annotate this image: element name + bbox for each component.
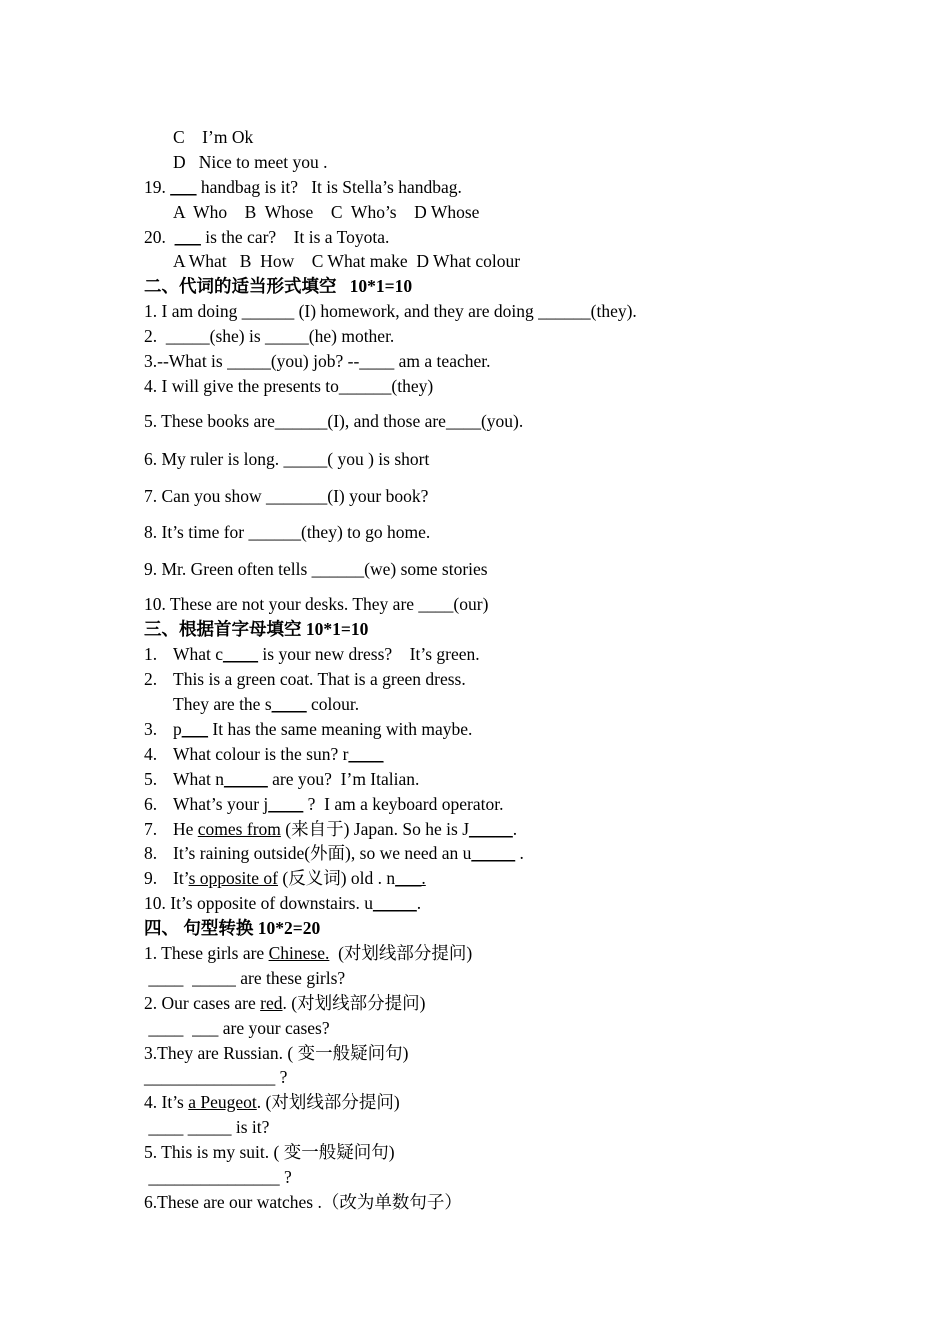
section-3-item [144, 794, 157, 814]
item-text: . [512, 819, 518, 839]
answer-blank: ___ [181, 719, 208, 739]
q18-option-c: C I’m Ok [173, 127, 254, 147]
question-text: handbag is it? It is Stella’s handbag. [196, 177, 462, 197]
underlined-phrase: comes from [197, 819, 281, 839]
item-text: What n [173, 769, 225, 789]
section-3-item-text [173, 794, 503, 814]
item-number: 2. [144, 669, 158, 689]
section-3-item-text [173, 719, 472, 739]
section-3-item [144, 819, 157, 839]
section-2-item: 4. I will give the presents to______(they) [144, 376, 434, 396]
item-text: It’ [173, 868, 189, 888]
question-number: 20. [144, 227, 166, 247]
item-text: p [173, 719, 182, 739]
question-text: 4. It’s [144, 1092, 189, 1112]
section-3-item-text [173, 868, 426, 888]
section-3-item [144, 719, 157, 739]
item-number: 10. [144, 893, 166, 913]
section-4-answer-line: _______________ ? [144, 1167, 292, 1187]
item-text: This is a green coat. That is a green dress. [173, 669, 466, 689]
answer-blank: _____ [372, 893, 417, 913]
section-2-item: 6. My ruler is long. _____( you ) is short [144, 449, 430, 469]
item-text: (来自于) Japan. So he is J [280, 819, 469, 839]
item-text: . [416, 893, 422, 913]
item-number: 3. [144, 719, 158, 739]
section-3-item-text [173, 644, 480, 664]
underlined-phrase: s opposite of [188, 868, 279, 888]
question-instruction: (对划线部分提问) [329, 943, 473, 963]
section-4-answer-line: ____ _____ is it? [144, 1117, 270, 1137]
question-number: 19. [144, 177, 166, 197]
item-number: 1. [144, 644, 158, 664]
underlined-phrase: a Peugeot [188, 1092, 257, 1112]
section-3-item [144, 843, 157, 863]
question-19 [144, 177, 462, 197]
question-instruction: . (对划线部分提问) [282, 993, 426, 1013]
answer-blank: ____ [271, 694, 307, 714]
item-number: 4. [144, 744, 158, 764]
section-4-question: 6.These are our watches .（改为单数句子） [144, 1192, 462, 1212]
item-text: What c [173, 644, 224, 664]
q18-option-d: D Nice to meet you . [173, 152, 328, 172]
question-instruction: . (对划线部分提问) [256, 1092, 400, 1112]
section-3-item [144, 769, 157, 789]
section-2-item: 7. Can you show _______(I) your book? [144, 486, 429, 506]
item-text: It’s opposite of downstairs. u [165, 893, 373, 913]
question-text: is the car? It is a Toyota. [200, 227, 390, 247]
section-3-item [144, 644, 157, 664]
section-2-item: 10. These are not your desks. They are ____(our) [144, 594, 489, 614]
section-4-heading: 四、 句型转换 10*2=20 [144, 918, 321, 938]
section-3-heading: 三、根据首字母填空 10*1=10 [144, 619, 369, 639]
answer-blank: ____ [348, 744, 384, 764]
section-2-item: 2. _____(she) is _____(he) mother. [144, 326, 395, 346]
answer-blank: ___ [174, 227, 201, 247]
section-4-question [144, 993, 425, 1013]
section-2-item: 1. I am doing ______ (I) homework, and they are doing ______(they). [144, 301, 637, 321]
section-3-item-text [173, 819, 517, 839]
section-2-item: 5. These books are______(I), and those are____(you). [144, 411, 524, 431]
item-text: ? I am a keyboard operator. [303, 794, 504, 814]
section-3-item-text [173, 694, 359, 714]
item-text: (反义词) old . n [278, 868, 396, 888]
item-text: It has the same meaning with maybe. [208, 719, 473, 739]
section-3-item-text [173, 843, 524, 863]
section-3-item [144, 744, 157, 764]
section-4-answer-line: _______________ ? [144, 1067, 288, 1087]
section-2-item: 8. It’s time for ______(they) to go home. [144, 522, 431, 542]
answer-blank: _____ [469, 819, 513, 839]
item-number: 5. [144, 769, 158, 789]
section-4-answer-line: ____ ___ are your cases? [144, 1018, 330, 1038]
item-text: . [515, 843, 524, 863]
answer-blank: ____ [223, 644, 259, 664]
item-number: 6. [144, 794, 158, 814]
item-text: It’s raining outside(外面), so we need an u [173, 843, 472, 863]
section-2-heading: 二、代词的适当形式填空 10*1=10 [144, 276, 413, 296]
question-19-options: A Who B Whose C Who’s D Whose [173, 202, 480, 222]
section-4-question [144, 943, 472, 963]
section-3-item [144, 669, 157, 689]
item-text: What’s your j [173, 794, 269, 814]
underlined-phrase: red [260, 993, 283, 1013]
answer-blank: ___ [170, 177, 197, 197]
question-text: 1. These girls are [144, 943, 269, 963]
section-3-item-text [173, 669, 466, 689]
answer-blank: ___. [395, 868, 426, 888]
item-text: He [173, 819, 198, 839]
section-2-item: 9. Mr. Green often tells ______(we) some stories [144, 559, 488, 579]
section-4-question: 5. This is my suit. ( 变一般疑问句) [144, 1142, 395, 1162]
item-text: is your new dress? It’s green. [258, 644, 480, 664]
section-3-item [144, 893, 421, 913]
answer-blank: _____ [471, 843, 516, 863]
item-number: 9. [144, 868, 158, 888]
section-3-item-text [173, 744, 383, 764]
section-2-item: 3.--What is _____(you) job? --____ am a teacher. [144, 351, 491, 371]
section-4-question: 3.They are Russian. ( 变一般疑问句) [144, 1043, 409, 1063]
item-text: colour. [306, 694, 360, 714]
answer-blank: ____ [268, 794, 304, 814]
answer-blank: _____ [224, 769, 268, 789]
section-4-answer-line: ____ _____ are these girls? [144, 968, 346, 988]
item-number: 8. [144, 843, 158, 863]
section-3-item [144, 868, 157, 888]
item-number: 7. [144, 819, 158, 839]
question-text: 2. Our cases are [144, 993, 261, 1013]
item-text: They are the s [173, 694, 272, 714]
section-3-item-text [173, 769, 419, 789]
question-20 [144, 227, 389, 247]
item-text: are you? I’m Italian. [267, 769, 420, 789]
section-4-question [144, 1092, 400, 1112]
question-20-options: A What B How C What make D What colour [173, 251, 521, 271]
item-text: What colour is the sun? r [173, 744, 349, 764]
underlined-phrase: Chinese. [268, 943, 330, 963]
